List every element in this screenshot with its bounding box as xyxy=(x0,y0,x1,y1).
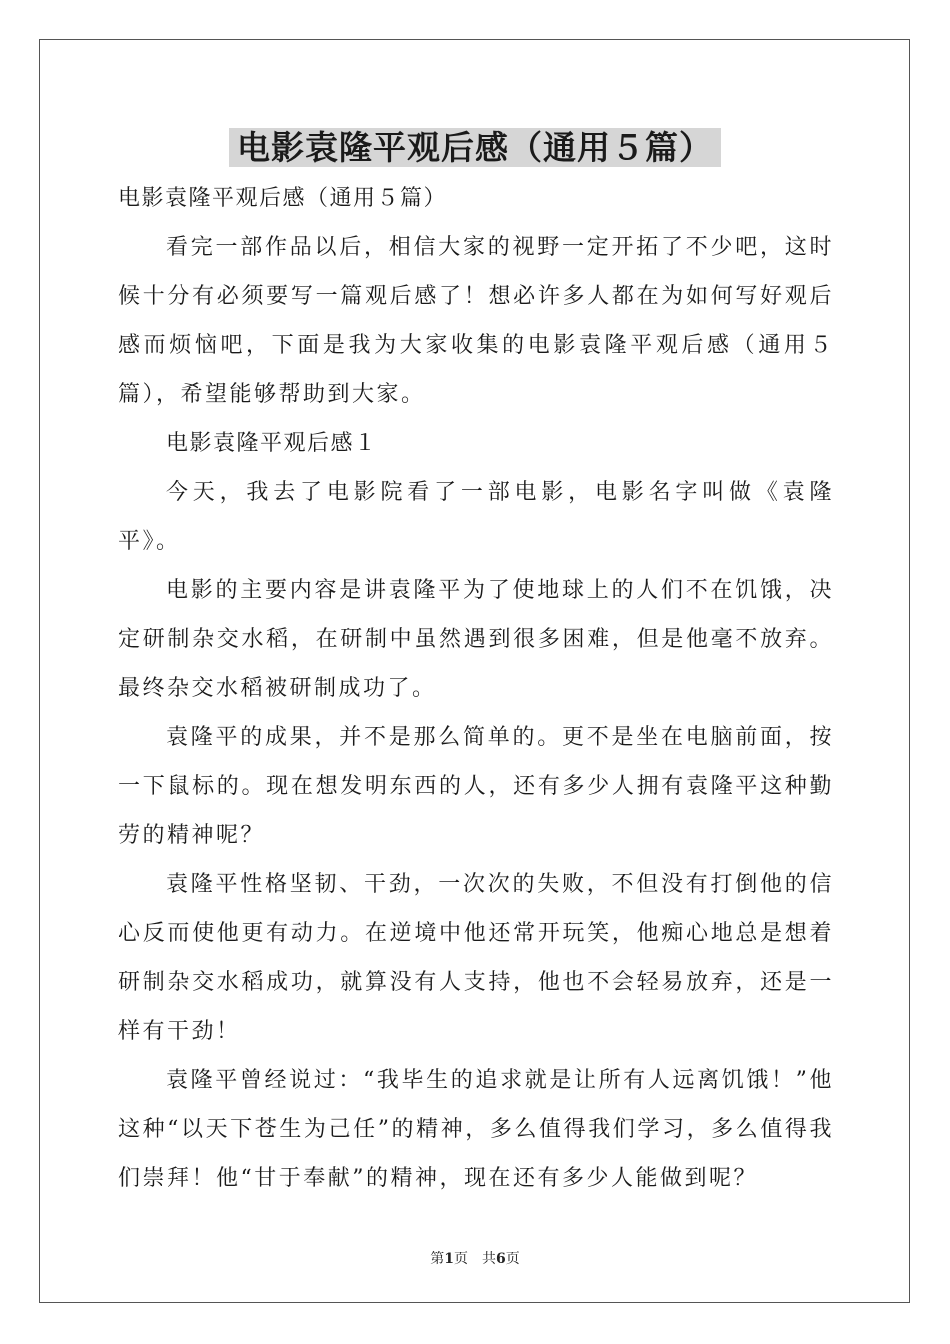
body-paragraph: 今天，我去了电影院看了一部电影，电影名字叫做《袁隆平》。 xyxy=(118,480,834,554)
page-footer xyxy=(0,1248,950,1268)
document-title-text: 电影袁隆平观后感（通用５篇） xyxy=(229,128,721,167)
section-heading: 电影袁隆平观后感１ xyxy=(166,431,378,456)
page-prefix: 第 xyxy=(430,1251,445,1267)
page-current: 1 xyxy=(444,1251,454,1267)
document-subtitle: 电影袁隆平观后感（通用５篇） xyxy=(118,186,448,211)
body-paragraph: 电影的主要内容是讲袁隆平为了使地球上的人们不在饥饿，决定研制杂交水稻，在研制中虽然遇到很多困难，但是他毫不放弃。最终杂交水稻被研制成功了。 xyxy=(118,578,834,701)
body-paragraph: 袁隆平曾经说过：“我毕生的追求就是让所有人远离饥饿！”他这种“以天下苍生为己任”的精神，多么值得我们学习，多么值得我们崇拜！他“甘于奉献”的精神，现在还有多少人能做到呢？ xyxy=(118,1068,834,1191)
total-prefix: 共 xyxy=(482,1251,496,1267)
page-suffix: 页 xyxy=(454,1251,468,1267)
document-title xyxy=(0,126,950,170)
page-total: 6 xyxy=(496,1251,506,1267)
intro-paragraph: 看完一部作品以后，相信大家的视野一定开拓了不少吧，这时候十分有必须要写一篇观后感了！想必许多人都在为如何写好观后感而烦恼吧，下面是我为大家收集的电影袁隆平观后感（通用５篇），希望能够帮助到大家。 xyxy=(118,235,834,407)
document-body xyxy=(118,178,834,1203)
total-suffix: 页 xyxy=(505,1251,520,1267)
body-paragraph: 袁隆平性格坚韧、干劲，一次次的失败，不但没有打倒他的信心反而使他更有动力。在逆境中他还常开玩笑，他痴心地总是想着研制杂交水稻成功，就算没有人支持，他也不会轻易放弃，还是一样有干劲！ xyxy=(118,872,834,1044)
body-paragraph: 袁隆平的成果，并不是那么简单的。更不是坐在电脑前面，按一下鼠标的。现在想发明东西的人，还有多少人拥有袁隆平这种勤劳的精神呢？ xyxy=(118,725,834,848)
